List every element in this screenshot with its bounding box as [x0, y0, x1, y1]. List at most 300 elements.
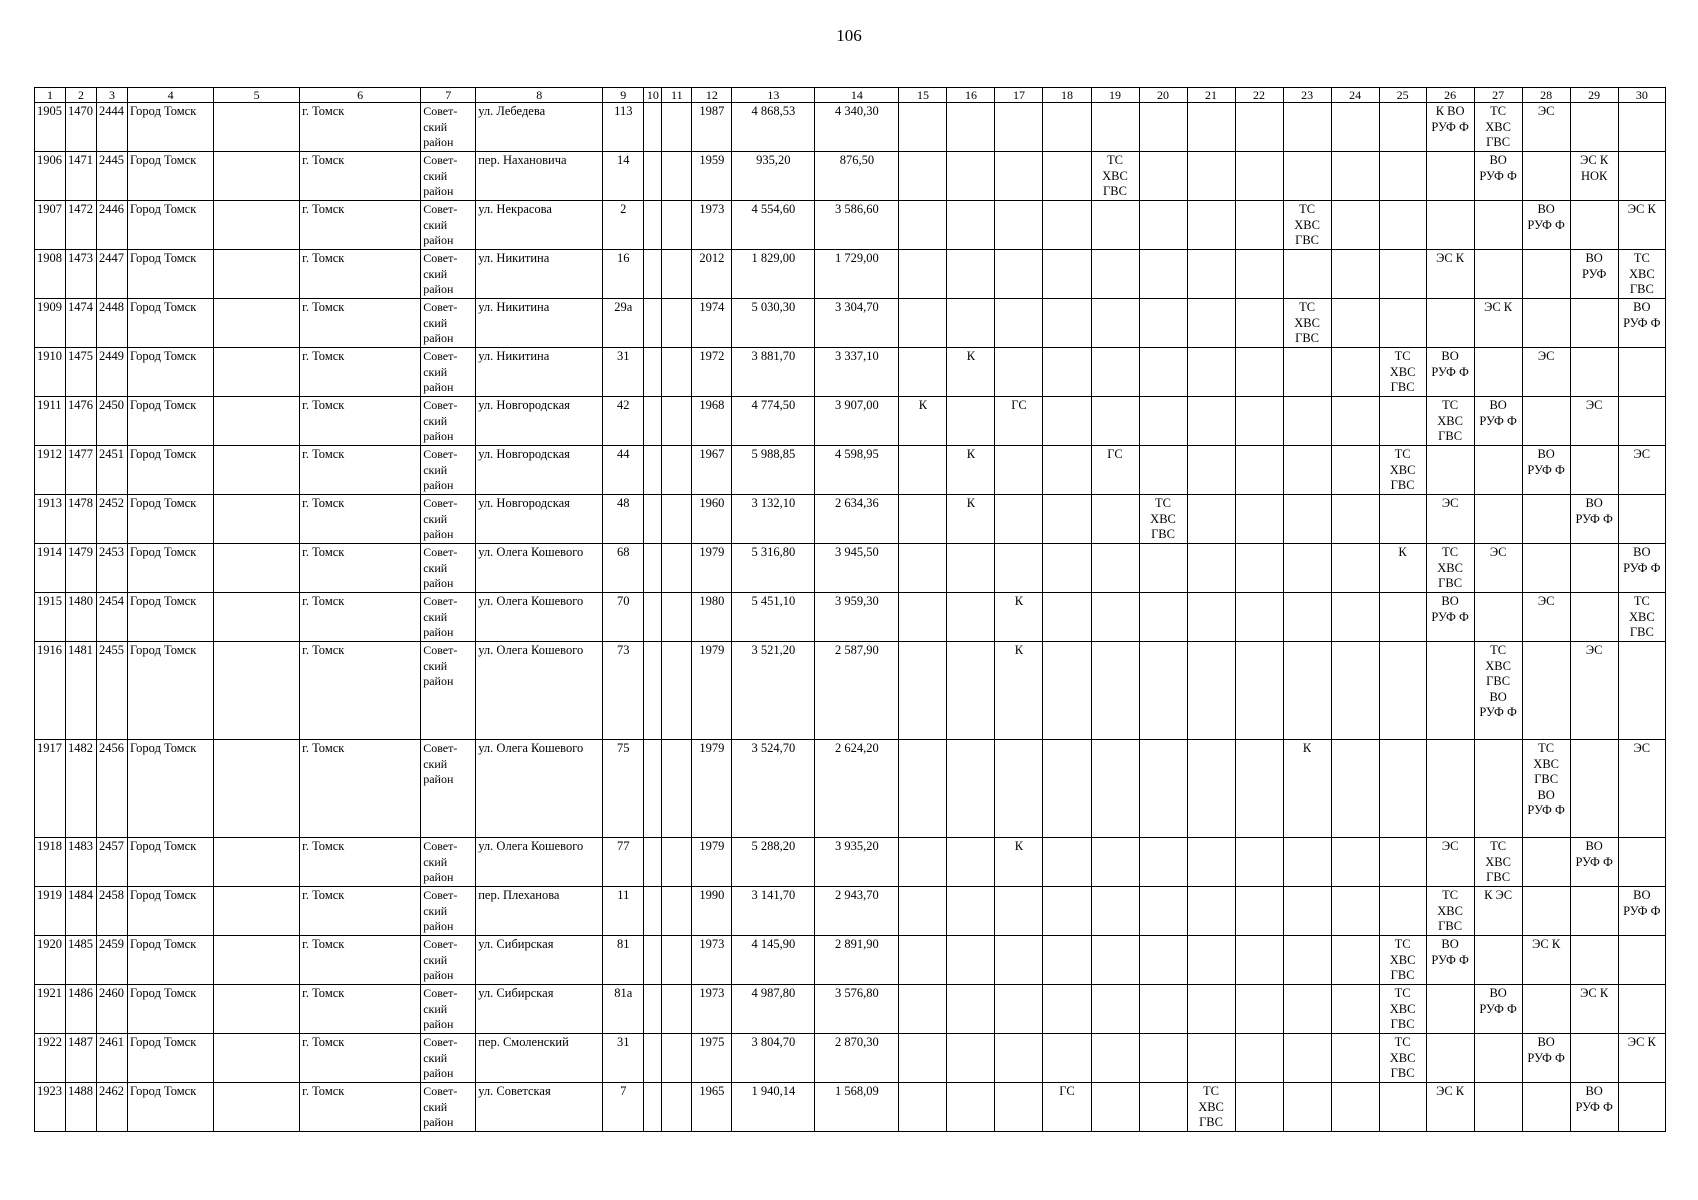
cell-col-8: ул. Олега Кошевого	[476, 642, 603, 740]
cell-col-2: 1481	[66, 642, 97, 740]
cell-col-25	[1379, 593, 1426, 642]
cell-col-5	[214, 250, 300, 299]
service-codes: ВО РУФ Ф	[1623, 888, 1661, 918]
cell-col-27	[1474, 446, 1522, 495]
cell-col-21	[1187, 495, 1235, 544]
cell-col-22	[1235, 299, 1283, 348]
cell-col-9: 2	[603, 201, 644, 250]
cell-col-22	[1235, 1034, 1283, 1083]
cell-col-11	[662, 152, 692, 201]
cell-col-6: г. Томск	[300, 201, 421, 250]
cell-col-26	[1426, 348, 1474, 397]
cell-col-4: Город Томск	[128, 740, 214, 838]
cell-col-14: 3 576,80	[815, 985, 899, 1034]
cell-col-30	[1618, 1083, 1665, 1132]
cell-col-11	[662, 887, 692, 936]
cell-col-24	[1331, 495, 1379, 544]
cell-col-27	[1474, 985, 1522, 1034]
cell-col-27	[1474, 642, 1522, 740]
cell-col-3: 2457	[97, 838, 128, 887]
cell-col-28	[1522, 740, 1570, 838]
cell-col-5	[214, 544, 300, 593]
cell-col-28	[1522, 103, 1570, 152]
cell-col-12: 1979	[692, 838, 732, 887]
cell-col-29	[1570, 397, 1618, 446]
cell-col-22	[1235, 250, 1283, 299]
service-codes: К	[1398, 545, 1407, 559]
cell-col-24	[1331, 446, 1379, 495]
cell-col-19	[1091, 348, 1139, 397]
cell-col-16	[947, 642, 995, 740]
cell-col-8: ул. Новгородская	[476, 397, 603, 446]
cell-col-1: 1909	[35, 299, 66, 348]
column-header-9: 9	[603, 88, 644, 103]
cell-col-4: Город Томск	[128, 348, 214, 397]
cell-col-12: 1990	[692, 887, 732, 936]
cell-col-9: 42	[603, 397, 644, 446]
cell-col-15	[899, 103, 947, 152]
cell-col-29	[1570, 838, 1618, 887]
cell-col-29	[1570, 152, 1618, 201]
cell-col-1: 1918	[35, 838, 66, 887]
cell-col-30	[1618, 985, 1665, 1034]
cell-col-14: 2 634,36	[815, 495, 899, 544]
service-codes: К ВО РУФ Ф	[1431, 104, 1469, 134]
cell-col-6: г. Томск	[300, 152, 421, 201]
cell-col-12: 1960	[692, 495, 732, 544]
cell-col-16	[947, 740, 995, 838]
column-header-17: 17	[995, 88, 1043, 103]
column-header-22: 22	[1235, 88, 1283, 103]
cell-col-15	[899, 838, 947, 887]
cell-col-28	[1522, 985, 1570, 1034]
cell-col-14: 2 943,70	[815, 887, 899, 936]
cell-col-19	[1091, 446, 1139, 495]
cell-col-6: г. Томск	[300, 348, 421, 397]
service-codes: К	[966, 496, 976, 510]
cell-col-23	[1283, 985, 1331, 1034]
cell-col-27	[1474, 152, 1522, 201]
cell-col-4: Город Томск	[128, 887, 214, 936]
cell-col-7: Совет- ский район	[421, 740, 476, 838]
service-codes: ВО РУФ Ф	[1431, 594, 1469, 624]
cell-col-30	[1618, 544, 1665, 593]
cell-col-1: 1921	[35, 985, 66, 1034]
cell-col-25	[1379, 103, 1426, 152]
cell-col-16	[947, 152, 995, 201]
cell-col-25	[1379, 250, 1426, 299]
cell-col-7: Совет- ский район	[421, 1083, 476, 1132]
cell-col-1: 1920	[35, 936, 66, 985]
cell-col-30	[1618, 593, 1665, 642]
service-codes: К	[966, 349, 976, 363]
cell-col-2: 1474	[66, 299, 97, 348]
cell-col-15	[899, 593, 947, 642]
cell-col-28	[1522, 544, 1570, 593]
cell-col-11	[662, 103, 692, 152]
cell-col-14: 4 598,95	[815, 446, 899, 495]
cell-col-25	[1379, 642, 1426, 740]
cell-col-28	[1522, 397, 1570, 446]
service-codes: ТС ХВС ГВС	[1485, 104, 1511, 149]
cell-col-8: ул. Олега Кошевого	[476, 740, 603, 838]
cell-col-13: 1 829,00	[732, 250, 815, 299]
cell-col-14: 3 935,20	[815, 838, 899, 887]
service-codes: ТС ХВС ГВС	[1389, 986, 1416, 1031]
cell-col-16	[947, 495, 995, 544]
cell-col-14: 3 907,00	[815, 397, 899, 446]
cell-col-15	[899, 201, 947, 250]
cell-col-15	[899, 299, 947, 348]
cell-col-8: пер. Нахановича	[476, 152, 603, 201]
service-codes: ЭС	[1441, 839, 1459, 853]
cell-col-13: 5 030,30	[732, 299, 815, 348]
cell-col-11	[662, 593, 692, 642]
cell-col-29	[1570, 1034, 1618, 1083]
cell-col-20	[1139, 1083, 1187, 1132]
cell-col-3: 2445	[97, 152, 128, 201]
cell-col-27	[1474, 397, 1522, 446]
cell-col-23	[1283, 838, 1331, 887]
cell-col-18	[1043, 838, 1091, 887]
cell-col-2: 1485	[66, 936, 97, 985]
table-body	[35, 103, 1666, 1132]
cell-col-7: Совет- ский район	[421, 397, 476, 446]
cell-col-21	[1187, 642, 1235, 740]
cell-col-25	[1379, 495, 1426, 544]
cell-col-25	[1379, 936, 1426, 985]
cell-col-16	[947, 201, 995, 250]
cell-col-2: 1470	[66, 103, 97, 152]
cell-col-1: 1919	[35, 887, 66, 936]
cell-col-29	[1570, 201, 1618, 250]
column-header-24: 24	[1331, 88, 1379, 103]
cell-col-29	[1570, 1083, 1618, 1132]
cell-col-21	[1187, 936, 1235, 985]
cell-col-29	[1570, 103, 1618, 152]
service-codes: ЭС	[1537, 349, 1555, 363]
cell-col-30	[1618, 348, 1665, 397]
service-codes: ЭС К НОК	[1580, 153, 1609, 183]
cell-col-10	[644, 887, 662, 936]
cell-col-18	[1043, 593, 1091, 642]
column-header-16: 16	[947, 88, 995, 103]
cell-col-3: 2448	[97, 299, 128, 348]
cell-col-14: 3 586,60	[815, 201, 899, 250]
cell-col-24	[1331, 936, 1379, 985]
cell-col-12: 2012	[692, 250, 732, 299]
cell-col-26	[1426, 838, 1474, 887]
cell-col-26	[1426, 593, 1474, 642]
cell-col-14: 2 624,20	[815, 740, 899, 838]
cell-col-20	[1139, 299, 1187, 348]
cell-col-17	[995, 250, 1043, 299]
cell-col-8: ул. Советская	[476, 1083, 603, 1132]
cell-col-20	[1139, 250, 1187, 299]
cell-col-23	[1283, 201, 1331, 250]
cell-col-11	[662, 1034, 692, 1083]
cell-col-13: 5 988,85	[732, 446, 815, 495]
cell-col-14: 1 729,00	[815, 250, 899, 299]
cell-col-29	[1570, 348, 1618, 397]
service-codes: ВО РУФ Ф	[1431, 937, 1469, 967]
table-row	[35, 103, 1666, 152]
cell-col-5	[214, 838, 300, 887]
service-codes: ТС ХВС ГВС ВО РУФ Ф	[1527, 741, 1565, 817]
service-codes: К	[966, 447, 976, 461]
cell-col-30	[1618, 1034, 1665, 1083]
cell-col-16	[947, 103, 995, 152]
cell-col-20	[1139, 642, 1187, 740]
cell-col-27	[1474, 936, 1522, 985]
cell-col-8: ул. Лебедева	[476, 103, 603, 152]
cell-col-12: 1973	[692, 201, 732, 250]
cell-col-2: 1471	[66, 152, 97, 201]
cell-col-28	[1522, 1034, 1570, 1083]
cell-col-7: Совет- ский район	[421, 299, 476, 348]
service-codes: К ЭС	[1484, 888, 1513, 902]
cell-col-3: 2461	[97, 1034, 128, 1083]
service-codes: ГС	[1011, 398, 1027, 412]
cell-col-19	[1091, 152, 1139, 201]
cell-col-22	[1235, 544, 1283, 593]
service-codes: ВО РУФ Ф	[1479, 153, 1517, 183]
cell-col-26	[1426, 201, 1474, 250]
cell-col-4: Город Томск	[128, 936, 214, 985]
cell-col-3: 2453	[97, 544, 128, 593]
cell-col-1: 1911	[35, 397, 66, 446]
cell-col-15	[899, 348, 947, 397]
service-codes: ЭС К	[1580, 986, 1609, 1000]
service-codes: ВО РУФ Ф	[1431, 349, 1469, 379]
cell-col-10	[644, 642, 662, 740]
cell-col-20	[1139, 985, 1187, 1034]
column-header-10: 10	[644, 88, 662, 103]
table-row	[35, 838, 1666, 887]
cell-col-4: Город Томск	[128, 103, 214, 152]
cell-col-6: г. Томск	[300, 1034, 421, 1083]
service-codes: ЭС	[1633, 447, 1651, 461]
service-codes: ВО РУФ Ф	[1575, 496, 1613, 526]
cell-col-5	[214, 299, 300, 348]
service-codes: ВО РУФ Ф	[1623, 300, 1661, 330]
cell-col-27	[1474, 544, 1522, 593]
cell-col-24	[1331, 838, 1379, 887]
column-header-27: 27	[1474, 88, 1522, 103]
service-codes: ВО РУФ Ф	[1479, 398, 1517, 428]
cell-col-28	[1522, 446, 1570, 495]
service-codes: К	[1302, 741, 1312, 755]
cell-col-12: 1975	[692, 1034, 732, 1083]
cell-col-19	[1091, 642, 1139, 740]
service-codes: ТС ХВС ГВС	[1389, 937, 1416, 982]
cell-col-21	[1187, 348, 1235, 397]
cell-col-24	[1331, 397, 1379, 446]
service-codes: К	[1014, 594, 1024, 608]
cell-col-5	[214, 495, 300, 544]
cell-col-11	[662, 495, 692, 544]
cell-col-7: Совет- ский район	[421, 103, 476, 152]
cell-col-29	[1570, 593, 1618, 642]
cell-col-24	[1331, 985, 1379, 1034]
cell-col-19	[1091, 495, 1139, 544]
cell-col-9: 113	[603, 103, 644, 152]
column-header-18: 18	[1043, 88, 1091, 103]
cell-col-6: г. Томск	[300, 103, 421, 152]
cell-col-11	[662, 446, 692, 495]
cell-col-19	[1091, 887, 1139, 936]
cell-col-20	[1139, 740, 1187, 838]
cell-col-17	[995, 838, 1043, 887]
cell-col-27	[1474, 348, 1522, 397]
cell-col-20	[1139, 838, 1187, 887]
cell-col-7: Совет- ский район	[421, 348, 476, 397]
cell-col-10	[644, 593, 662, 642]
cell-col-8: ул. Никитина	[476, 250, 603, 299]
cell-col-16	[947, 593, 995, 642]
cell-col-23	[1283, 348, 1331, 397]
cell-col-6: г. Томск	[300, 299, 421, 348]
cell-col-15	[899, 397, 947, 446]
cell-col-29	[1570, 299, 1618, 348]
cell-col-25	[1379, 887, 1426, 936]
cell-col-2: 1484	[66, 887, 97, 936]
cell-col-12: 1979	[692, 642, 732, 740]
column-header-12: 12	[692, 88, 732, 103]
cell-col-7: Совет- ский район	[421, 1034, 476, 1083]
cell-col-29	[1570, 887, 1618, 936]
cell-col-6: г. Томск	[300, 495, 421, 544]
cell-col-24	[1331, 1083, 1379, 1132]
cell-col-10	[644, 740, 662, 838]
cell-col-11	[662, 299, 692, 348]
cell-col-4: Город Томск	[128, 642, 214, 740]
cell-col-14: 2 587,90	[815, 642, 899, 740]
cell-col-27	[1474, 1083, 1522, 1132]
cell-col-5	[214, 642, 300, 740]
cell-col-9: 16	[603, 250, 644, 299]
cell-col-4: Город Томск	[128, 544, 214, 593]
cell-col-24	[1331, 348, 1379, 397]
service-codes: ТС ХВС ГВС	[1389, 349, 1416, 394]
cell-col-7: Совет- ский район	[421, 495, 476, 544]
cell-col-1: 1906	[35, 152, 66, 201]
service-codes: ЭС	[1489, 545, 1507, 559]
service-codes: ЭС К	[1436, 1084, 1465, 1098]
cell-col-15	[899, 985, 947, 1034]
column-header-13: 13	[732, 88, 815, 103]
cell-col-7: Совет- ский район	[421, 936, 476, 985]
cell-col-3: 2460	[97, 985, 128, 1034]
cell-col-8: ул. Олега Кошевого	[476, 838, 603, 887]
cell-col-16	[947, 348, 995, 397]
cell-col-1: 1908	[35, 250, 66, 299]
cell-col-8: ул. Сибирская	[476, 936, 603, 985]
service-codes: ЭС	[1633, 741, 1651, 755]
cell-col-28	[1522, 299, 1570, 348]
cell-col-17	[995, 740, 1043, 838]
cell-col-20	[1139, 152, 1187, 201]
cell-col-13: 4 554,60	[732, 201, 815, 250]
cell-col-30	[1618, 495, 1665, 544]
cell-col-12: 1974	[692, 299, 732, 348]
column-header-4: 4	[128, 88, 214, 103]
cell-col-26	[1426, 1034, 1474, 1083]
cell-col-16	[947, 446, 995, 495]
service-codes: ТС ХВС ГВС	[1485, 839, 1511, 884]
cell-col-2: 1483	[66, 838, 97, 887]
cell-col-17	[995, 446, 1043, 495]
cell-col-2: 1473	[66, 250, 97, 299]
cell-col-21	[1187, 397, 1235, 446]
cell-col-18	[1043, 985, 1091, 1034]
cell-col-25	[1379, 1083, 1426, 1132]
cell-col-12: 1979	[692, 544, 732, 593]
cell-col-17	[995, 544, 1043, 593]
cell-col-17	[995, 495, 1043, 544]
cell-col-6: г. Томск	[300, 642, 421, 740]
cell-col-22	[1235, 985, 1283, 1034]
cell-col-20	[1139, 495, 1187, 544]
cell-col-27	[1474, 103, 1522, 152]
cell-col-17	[995, 348, 1043, 397]
cell-col-5	[214, 348, 300, 397]
cell-col-10	[644, 838, 662, 887]
cell-col-19	[1091, 936, 1139, 985]
cell-col-15	[899, 740, 947, 838]
cell-col-7: Совет- ский район	[421, 838, 476, 887]
cell-col-26	[1426, 250, 1474, 299]
cell-col-10	[644, 348, 662, 397]
cell-col-3: 2462	[97, 1083, 128, 1132]
cell-col-26	[1426, 936, 1474, 985]
cell-col-4: Город Томск	[128, 446, 214, 495]
cell-col-29	[1570, 544, 1618, 593]
cell-col-21	[1187, 593, 1235, 642]
table-row	[35, 985, 1666, 1034]
cell-col-19	[1091, 985, 1139, 1034]
cell-col-28	[1522, 152, 1570, 201]
cell-col-15	[899, 887, 947, 936]
cell-col-7: Совет- ский район	[421, 544, 476, 593]
service-codes: ЭС К	[1627, 202, 1656, 216]
cell-col-24	[1331, 887, 1379, 936]
cell-col-10	[644, 103, 662, 152]
cell-col-16	[947, 397, 995, 446]
cell-col-28	[1522, 838, 1570, 887]
cell-col-11	[662, 1083, 692, 1132]
cell-col-20	[1139, 397, 1187, 446]
cell-col-19	[1091, 250, 1139, 299]
cell-col-26	[1426, 1083, 1474, 1132]
cell-col-10	[644, 201, 662, 250]
cell-col-11	[662, 642, 692, 740]
cell-col-6: г. Томск	[300, 887, 421, 936]
cell-col-6: г. Томск	[300, 250, 421, 299]
cell-col-22	[1235, 740, 1283, 838]
cell-col-25	[1379, 299, 1426, 348]
cell-col-21	[1187, 1034, 1235, 1083]
cell-col-28	[1522, 887, 1570, 936]
cell-col-24	[1331, 740, 1379, 838]
cell-col-3: 2451	[97, 446, 128, 495]
cell-col-26	[1426, 103, 1474, 152]
cell-col-20	[1139, 936, 1187, 985]
cell-col-17	[995, 1034, 1043, 1083]
cell-col-8: ул. Некрасова	[476, 201, 603, 250]
cell-col-11	[662, 936, 692, 985]
cell-col-13: 935,20	[732, 152, 815, 201]
